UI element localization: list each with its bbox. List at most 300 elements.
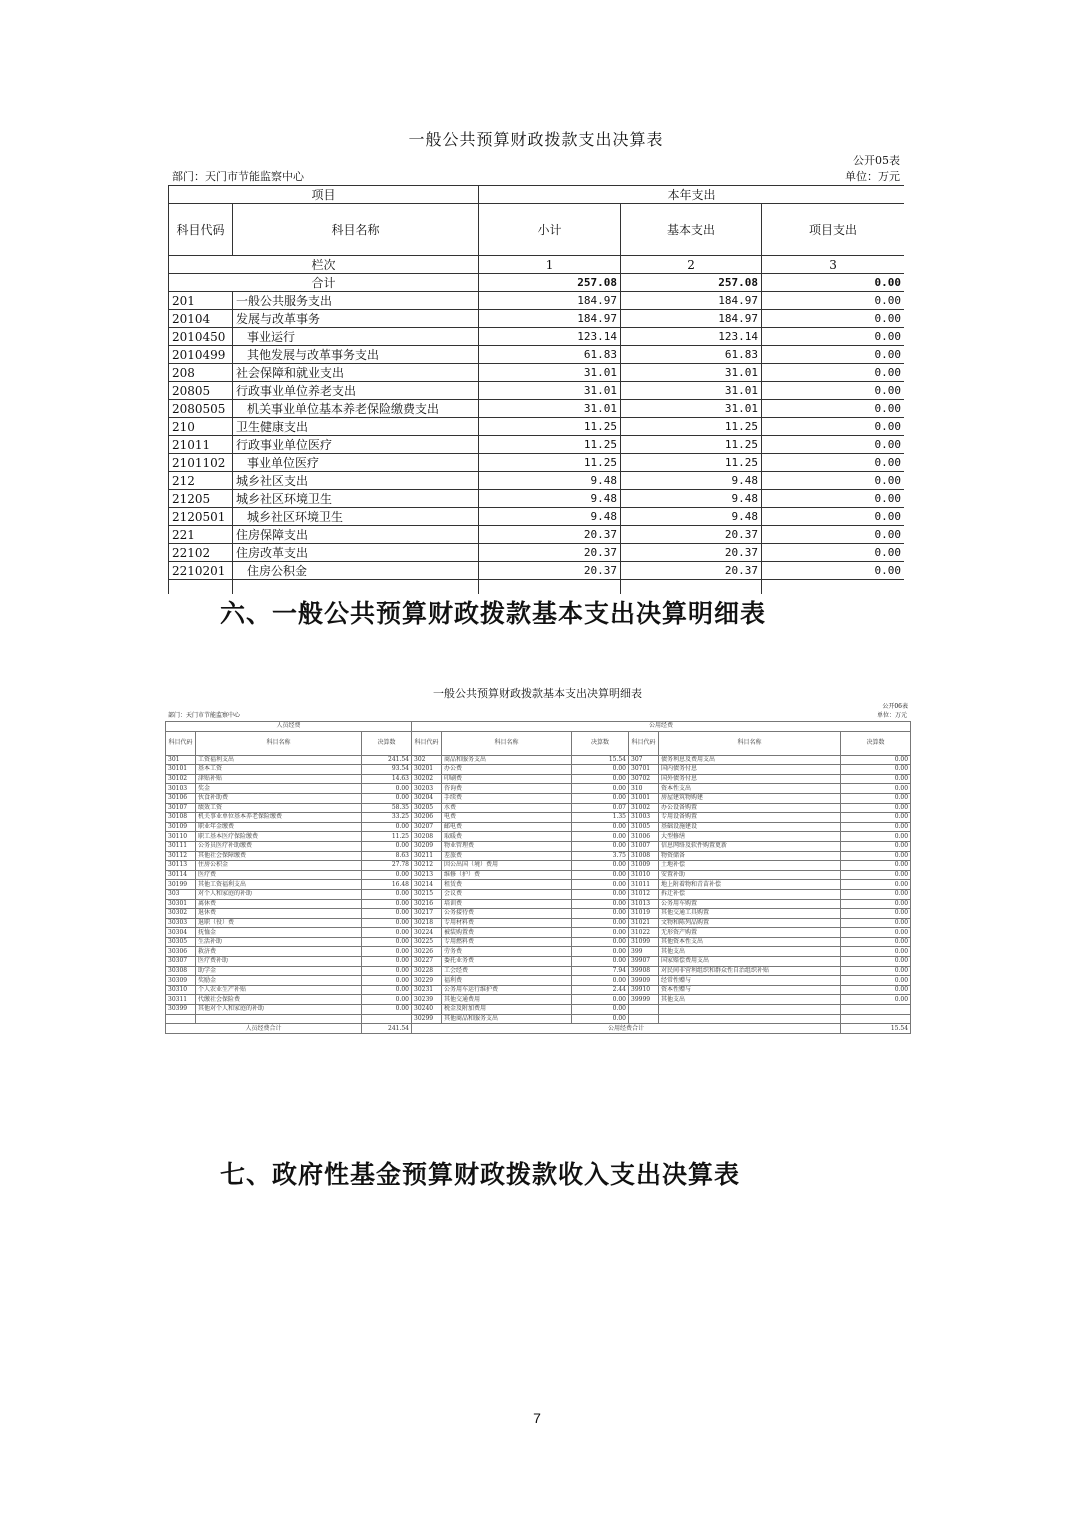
table2-cell-code: 30227 — [412, 957, 442, 967]
table1-row — [169, 328, 905, 346]
table2-header-personnel: 人员经费 — [166, 722, 412, 732]
table2-cell-name: 电费 — [442, 813, 572, 823]
table1-cell-subtotal: 9.48 — [479, 490, 621, 508]
table2-cell-code: 30205 — [412, 803, 442, 813]
table1-cell-name: 城乡社区环境卫生 — [233, 490, 479, 508]
table1-cell-project: 0.00 — [762, 544, 904, 562]
table2-row — [166, 832, 911, 842]
table2-cell-name: 土地补偿 — [659, 861, 841, 871]
table1-row — [169, 418, 905, 436]
table2-cell-amount: 0.00 — [572, 841, 629, 851]
table2-cell-name: 国家赔偿费用支出 — [659, 957, 841, 967]
table2-header-name-3: 科目名称 — [659, 731, 841, 755]
table2-cell-amount: 0.00 — [362, 822, 412, 832]
table2-cell-code: 31001 — [629, 793, 659, 803]
table1-cell-project: 0.00 — [762, 418, 904, 436]
table1-code: 公开05表 — [853, 154, 900, 167]
table2-cell-name — [196, 1014, 362, 1024]
table1-cell-basic: 123.14 — [621, 328, 762, 346]
table2-cell-amount: 0.00 — [841, 870, 911, 880]
table2-cell-name: 其他资本性支出 — [659, 937, 841, 947]
table1-clip — [168, 185, 904, 635]
table2-cell-name: 办公费 — [442, 765, 572, 775]
table2-cell-amount: 0.00 — [572, 918, 629, 928]
table1-cell-name: 一般公共服务支出 — [233, 292, 479, 310]
table1-cell-subtotal: 11.25 — [479, 418, 621, 436]
table1-cell-name: 卫生健康支出 — [233, 418, 479, 436]
table2-cell-code: 30225 — [412, 937, 442, 947]
table2-row — [166, 985, 911, 995]
table2-cell-amount: 0.00 — [841, 851, 911, 861]
table1-cell-project: 0.00 — [762, 508, 904, 526]
table2-cell-amount: 15.54 — [572, 755, 629, 765]
table2-cell-amount: 0.07 — [572, 803, 629, 813]
table2-row — [166, 784, 911, 794]
table2-cell-name: 对民间非营利组织和群众性自治组织补贴 — [659, 966, 841, 976]
table1-cell-subtotal: 61.83 — [479, 346, 621, 364]
table1-cell-code: 20104 — [169, 310, 233, 328]
table2-cell-amount: 0.00 — [572, 928, 629, 938]
table1-section — [168, 127, 904, 635]
table1-cell-name: 住房公积金 — [233, 562, 479, 580]
table2-cell-amount: 0.00 — [841, 899, 911, 909]
table2-cell-code: 30305 — [166, 937, 196, 947]
table2-cell-code: 31021 — [629, 918, 659, 928]
table1-title: 一般公共预算财政拨款支出决算表 — [408, 130, 664, 149]
table1-cutoff-row — [169, 580, 905, 594]
table1-cell-name: 住房改革支出 — [233, 544, 479, 562]
table2-cell-code: 30310 — [166, 985, 196, 995]
table2-cell-name: 抚恤金 — [196, 928, 362, 938]
table2-cell-code: 30110 — [166, 832, 196, 842]
table2-cell-name: 基础设施建设 — [659, 822, 841, 832]
table2-meta-row — [165, 711, 910, 721]
table1-cell-name: 其他发展与改革事务支出 — [233, 346, 479, 364]
section-heading-6: 六、一般公共预算财政拨款基本支出决算明细表 — [220, 599, 767, 628]
table2-cell-code: 30108 — [166, 813, 196, 823]
table2-cell-amount: 0.00 — [841, 861, 911, 871]
table2-cell-amount: 0.00 — [572, 784, 629, 794]
table1-cutoff-cell — [479, 580, 621, 594]
table2-cell-name: 其他社会保障缴费 — [196, 851, 362, 861]
table1-cell-project: 0.00 — [762, 346, 904, 364]
table2-row — [166, 841, 911, 851]
table1-total-basic: 257.08 — [621, 274, 762, 292]
table2-header-amount-3: 决算数 — [841, 731, 911, 755]
table2-cell-name: 福利费 — [442, 976, 572, 986]
table1-cell-project: 0.00 — [762, 526, 904, 544]
table2-row — [166, 765, 911, 775]
table2-cell-code: 30215 — [412, 889, 442, 899]
table1-cutoff-cell — [233, 580, 479, 594]
table2-cell-amount: 0.00 — [841, 889, 911, 899]
table1-header-item: 项目 — [169, 186, 479, 204]
table2-cell-amount: 0.00 — [572, 765, 629, 775]
table2-cell-code: 303 — [166, 889, 196, 899]
table1-cell-subtotal: 9.48 — [479, 508, 621, 526]
table2-cell-amount: 0.00 — [841, 832, 911, 842]
table1-cell-code: 2080505 — [169, 400, 233, 418]
table2-cell-name: 基本工资 — [196, 765, 362, 775]
table2-cell-amount: 0.00 — [841, 909, 911, 919]
table2-cell-name: 安置补助 — [659, 870, 841, 880]
table2-cell-name: 培训费 — [442, 899, 572, 909]
table1 — [168, 185, 904, 594]
table2-header-amount-1: 决算数 — [362, 731, 412, 755]
table2-cell-code: 30231 — [412, 985, 442, 995]
table2-cell-amount: 14.63 — [362, 774, 412, 784]
table1-cell-basic: 20.37 — [621, 526, 762, 544]
table2-header-name-2: 科目名称 — [442, 731, 572, 755]
table2-cell-code: 30228 — [412, 966, 442, 976]
table1-cell-project: 0.00 — [762, 490, 904, 508]
table1-column-index-3: 3 — [762, 256, 904, 274]
table2-cell-amount: 0.00 — [572, 899, 629, 909]
table1-cell-code: 221 — [169, 526, 233, 544]
table2-cell-amount: 0.00 — [572, 957, 629, 967]
table1-row — [169, 382, 905, 400]
table2-cell-code — [629, 1005, 659, 1015]
table2-cell-code: 30217 — [412, 909, 442, 919]
table2-cell-name: 对个人和家庭的补助 — [196, 889, 362, 899]
table2-cell-name: 其他支出 — [659, 947, 841, 957]
table2-cell-name: 津贴补贴 — [196, 774, 362, 784]
table2-cell-name: 医疗费 — [196, 870, 362, 880]
table2-cell-name: 其他商品和服务支出 — [442, 1014, 572, 1024]
table2-cell-code: 31099 — [629, 937, 659, 947]
table2-cell-code: 30304 — [166, 928, 196, 938]
table2-cell-amount: 33.25 — [362, 813, 412, 823]
table2-cell-name: 退休费 — [196, 909, 362, 919]
table1-cell-subtotal: 31.01 — [479, 400, 621, 418]
table2-cell-name: 因公出国（境）费用 — [442, 861, 572, 871]
table2-cell-code: 30111 — [166, 841, 196, 851]
table2-cell-name: 公务用车运行维护费 — [442, 985, 572, 995]
table2-cell-code: 30306 — [166, 947, 196, 957]
table2-cell-name: 房屋建筑物购建 — [659, 793, 841, 803]
table2-row — [166, 1014, 911, 1024]
table1-cell-basic: 11.25 — [621, 436, 762, 454]
table2-cell-amount: 0.00 — [841, 947, 911, 957]
table2-cell-name: 租赁费 — [442, 880, 572, 890]
table1-cell-basic: 31.01 — [621, 364, 762, 382]
table1-cell-project: 0.00 — [762, 328, 904, 346]
table2-cell-code: 301 — [166, 755, 196, 765]
table2-cell-amount: 0.00 — [841, 822, 911, 832]
table2-cell-code: 30109 — [166, 822, 196, 832]
table2-cell-name: 公务员医疗补助缴费 — [196, 841, 362, 851]
table2-footer-public-total: 15.54 — [841, 1024, 911, 1034]
table2-cell-code: 39910 — [629, 985, 659, 995]
table2-cell-code: 30701 — [629, 765, 659, 775]
table2-cell-code: 31005 — [629, 822, 659, 832]
table1-cell-code: 2010450 — [169, 328, 233, 346]
table1-header-basic: 基本支出 — [621, 204, 762, 256]
table2-cell-name: 税金及附加费用 — [442, 1005, 572, 1015]
table2-cell-code: 30308 — [166, 966, 196, 976]
table2-cell-amount: 16.48 — [362, 880, 412, 890]
table1-header-code: 科目代码 — [169, 204, 233, 256]
table2-header-public: 公用经费 — [412, 722, 911, 732]
table1-cell-name: 城乡社区环境卫生 — [233, 508, 479, 526]
table2-cell-name: 国内债务付息 — [659, 765, 841, 775]
table2-cell-name: 其他工资福利支出 — [196, 880, 362, 890]
table2-cell-name: 职工基本医疗保险缴费 — [196, 832, 362, 842]
table2-cell-name: 离休费 — [196, 899, 362, 909]
table2-cell-amount: 0.00 — [362, 976, 412, 986]
table2-cell-name: 其他对个人和家庭的补助 — [196, 1005, 362, 1015]
table2-cell-name: 印刷费 — [442, 774, 572, 784]
table1-cell-subtotal: 11.25 — [479, 436, 621, 454]
table2-row — [166, 937, 911, 947]
table2 — [165, 721, 911, 1034]
table2-cell-amount: 0.00 — [362, 937, 412, 947]
table1-cell-code: 212 — [169, 472, 233, 490]
table1-cell-subtotal: 31.01 — [479, 382, 621, 400]
table1-cell-code: 210 — [169, 418, 233, 436]
table2-cell-amount — [841, 1014, 911, 1024]
table2-cell-code: 31003 — [629, 813, 659, 823]
table2-cell-amount: 241.54 — [362, 755, 412, 765]
table1-cell-code: 2120501 — [169, 508, 233, 526]
table1-header-name: 科目名称 — [233, 204, 479, 256]
table2-cell-amount: 0.00 — [362, 1005, 412, 1015]
table2-cell-name: 资本性赠与 — [659, 985, 841, 995]
table2-header-amount-2: 决算数 — [572, 731, 629, 755]
table2-cell-name: 会议费 — [442, 889, 572, 899]
table2-cell-code — [629, 1014, 659, 1024]
table2-cell-amount: 0.00 — [572, 880, 629, 890]
table2-cell-amount: 0.00 — [841, 813, 911, 823]
table2-cell-name: 商品和服务支出 — [442, 755, 572, 765]
table2-cell-amount: 58.35 — [362, 803, 412, 813]
table1-unit: 单位：万元 — [845, 170, 900, 183]
table2-cell-name: 取暖费 — [442, 832, 572, 842]
table2-cell-name: 其他交通工具购置 — [659, 909, 841, 919]
table2-cell-name: 债务利息及费用支出 — [659, 755, 841, 765]
table2-cell-code: 31009 — [629, 861, 659, 871]
table2-cell-amount: 0.00 — [572, 976, 629, 986]
table2-cell-code: 30106 — [166, 793, 196, 803]
table2-cell-name: 无形资产购置 — [659, 928, 841, 938]
table2-cell-amount: 0.00 — [572, 909, 629, 919]
table2-header-code-3: 科目代码 — [629, 731, 659, 755]
table2-cell-code: 30202 — [412, 774, 442, 784]
table2-cell-amount: 0.00 — [362, 870, 412, 880]
table2-cell-code: 30702 — [629, 774, 659, 784]
table2-cell-amount: 0.00 — [841, 966, 911, 976]
table1-row — [169, 508, 905, 526]
table2-row — [166, 995, 911, 1005]
table2-cell-name: 大型修缮 — [659, 832, 841, 842]
table2-cell-amount: 0.00 — [362, 957, 412, 967]
table2-cell-amount: 0.00 — [362, 841, 412, 851]
table2-cell-code: 30229 — [412, 976, 442, 986]
table1-cell-basic: 184.97 — [621, 292, 762, 310]
table2-row — [166, 755, 911, 765]
table2-cell-name: 办公设备购置 — [659, 803, 841, 813]
table2-cell-name: 工会经费 — [442, 966, 572, 976]
table2-cell-code: 30214 — [412, 880, 442, 890]
table1-meta-row — [168, 169, 904, 185]
table2-header-code-1: 科目代码 — [166, 731, 196, 755]
table2-cell-amount: 0.00 — [572, 947, 629, 957]
table2-cell-code: 30204 — [412, 793, 442, 803]
table2-cell-amount — [362, 1014, 412, 1024]
table2-cell-code: 30218 — [412, 918, 442, 928]
table2-header-code-2: 科目代码 — [412, 731, 442, 755]
table2-cell-code: 39999 — [629, 995, 659, 1005]
table2-cell-code: 30226 — [412, 947, 442, 957]
table1-cutoff-cell — [169, 580, 233, 594]
table1-cell-project: 0.00 — [762, 436, 904, 454]
table1-cell-name: 城乡社区支出 — [233, 472, 479, 490]
table1-row — [169, 400, 905, 418]
table2-row — [166, 870, 911, 880]
table2-cell-name: 奖励金 — [196, 976, 362, 986]
table1-cell-basic: 20.37 — [621, 562, 762, 580]
table2-cell-code: 30213 — [412, 870, 442, 880]
table1-cell-subtotal: 184.97 — [479, 310, 621, 328]
table1-cell-code: 21011 — [169, 436, 233, 454]
table1-cell-subtotal: 184.97 — [479, 292, 621, 310]
table2-row — [166, 880, 911, 890]
table2-cell-amount: 0.00 — [572, 995, 629, 1005]
table2-cell-name: 信息网络及软件购置更新 — [659, 841, 841, 851]
table2-cell-amount: 11.25 — [362, 832, 412, 842]
table1-cell-code: 22102 — [169, 544, 233, 562]
table1-cell-code: 21205 — [169, 490, 233, 508]
table1-cell-name: 事业单位医疗 — [233, 454, 479, 472]
table1-cutoff-cell — [621, 580, 762, 594]
table2-cell-amount: 0.00 — [362, 966, 412, 976]
table2-cell-code: 31011 — [629, 880, 659, 890]
table1-cell-code: 2210201 — [169, 562, 233, 580]
table2-cell-amount: 0.00 — [841, 957, 911, 967]
table2-cell-amount: 27.78 — [362, 861, 412, 871]
table2-cell-amount: 0.00 — [362, 899, 412, 909]
table1-row — [169, 310, 905, 328]
table2-cell-name: 生活补助 — [196, 937, 362, 947]
table2-cell-name: 物业管理费 — [442, 841, 572, 851]
table2-row — [166, 889, 911, 899]
table2-cell-code — [166, 1014, 196, 1024]
table2-cell-name: 个人农业生产补贴 — [196, 985, 362, 995]
table1-cell-name: 住房保障支出 — [233, 526, 479, 544]
table2-dept: 部门：天门市节能监察中心 — [168, 712, 241, 719]
table2-cell-code: 30239 — [412, 995, 442, 1005]
table2-cell-amount: 93.54 — [362, 765, 412, 775]
table2-row — [166, 793, 911, 803]
table1-cell-basic: 11.25 — [621, 454, 762, 472]
table2-cell-amount: 0.00 — [572, 937, 629, 947]
table1-cell-subtotal: 20.37 — [479, 562, 621, 580]
table2-cell-code: 30212 — [412, 861, 442, 871]
table2-cell-amount: 0.00 — [572, 861, 629, 871]
table2-cell-name: 邮电费 — [442, 822, 572, 832]
table1-cell-project: 0.00 — [762, 454, 904, 472]
table1-row — [169, 292, 905, 310]
table1-cell-subtotal: 20.37 — [479, 544, 621, 562]
table1-cell-basic: 11.25 — [621, 418, 762, 436]
table2-unit: 单位：万元 — [876, 712, 907, 719]
table2-cell-name: 拆迁补偿 — [659, 889, 841, 899]
table2-cell-code: 30201 — [412, 765, 442, 775]
table2-cell-code: 307 — [629, 755, 659, 765]
table2-cell-name: 工资福利支出 — [196, 755, 362, 765]
table2-cell-code: 30299 — [412, 1014, 442, 1024]
table1-cell-project: 0.00 — [762, 292, 904, 310]
table2-cell-name — [659, 1005, 841, 1015]
table2-cell-amount: 0.00 — [362, 995, 412, 1005]
table2-cell-name: 专用燃料费 — [442, 937, 572, 947]
table2-cell-amount: 0.00 — [362, 889, 412, 899]
table1-cell-basic: 61.83 — [621, 346, 762, 364]
table2-cell-amount: 0.00 — [841, 918, 911, 928]
table1-cell-name: 社会保障和就业支出 — [233, 364, 479, 382]
table2-cell-code: 30240 — [412, 1005, 442, 1015]
table2-cell-amount: 0.00 — [572, 1005, 629, 1015]
table2-cell-amount: 0.00 — [841, 976, 911, 986]
table1-cell-name: 发展与改革事务 — [233, 310, 479, 328]
table1-row — [169, 562, 905, 580]
table2-cell-amount: 1.35 — [572, 813, 629, 823]
table1-header-subtotal: 小计 — [479, 204, 621, 256]
table2-row — [166, 928, 911, 938]
table2-cell-name: 助学金 — [196, 966, 362, 976]
table2-row — [166, 957, 911, 967]
table2-cell-code: 30113 — [166, 861, 196, 871]
table1-cell-basic: 31.01 — [621, 400, 762, 418]
table2-cell-code: 30224 — [412, 928, 442, 938]
table2-title: 一般公共预算财政拨款基本支出决算明细表 — [433, 687, 642, 700]
table2-cell-amount: 0.00 — [362, 928, 412, 938]
table2-header-name-1: 科目名称 — [196, 731, 362, 755]
table1-cell-project: 0.00 — [762, 382, 904, 400]
table2-cell-amount: 8.63 — [362, 851, 412, 861]
table2-cell-amount: 0.00 — [362, 909, 412, 919]
table2-cell-name: 资本性支出 — [659, 784, 841, 794]
table2-cell-code: 30112 — [166, 851, 196, 861]
table2-cell-amount: 7.94 — [572, 966, 629, 976]
table1-cell-subtotal: 11.25 — [479, 454, 621, 472]
table2-cell-name: 经常性赠与 — [659, 976, 841, 986]
table1-cell-basic: 9.48 — [621, 508, 762, 526]
table1-cell-subtotal: 9.48 — [479, 472, 621, 490]
table1-cell-project: 0.00 — [762, 472, 904, 490]
table2-cell-name: 伙食补助费 — [196, 793, 362, 803]
table2-cell-amount: 0.00 — [572, 889, 629, 899]
table2-cell-code: 30203 — [412, 784, 442, 794]
table2-cell-name: 职业年金缴费 — [196, 822, 362, 832]
table1-column-index-label: 栏次 — [169, 256, 479, 274]
table2-cell-amount: 0.00 — [841, 995, 911, 1005]
table2-cell-code: 31007 — [629, 841, 659, 851]
table2-cell-amount: 3.75 — [572, 851, 629, 861]
table2-cell-name: 公务接待费 — [442, 909, 572, 919]
table2-cell-name: 退职（役）费 — [196, 918, 362, 928]
table2-cell-amount: 0.00 — [841, 765, 911, 775]
table2-row — [166, 966, 911, 976]
table1-cell-name: 行政事业单位医疗 — [233, 436, 479, 454]
table1-row — [169, 526, 905, 544]
table2-cell-name: 其他支出 — [659, 995, 841, 1005]
table2-cell-amount: 0.00 — [841, 928, 911, 938]
table1-cell-name: 事业运行 — [233, 328, 479, 346]
table2-cell-amount — [841, 1005, 911, 1015]
table2-cell-name: 地上附着物和青苗补偿 — [659, 880, 841, 890]
table2-cell-name: 医疗费补助 — [196, 957, 362, 967]
